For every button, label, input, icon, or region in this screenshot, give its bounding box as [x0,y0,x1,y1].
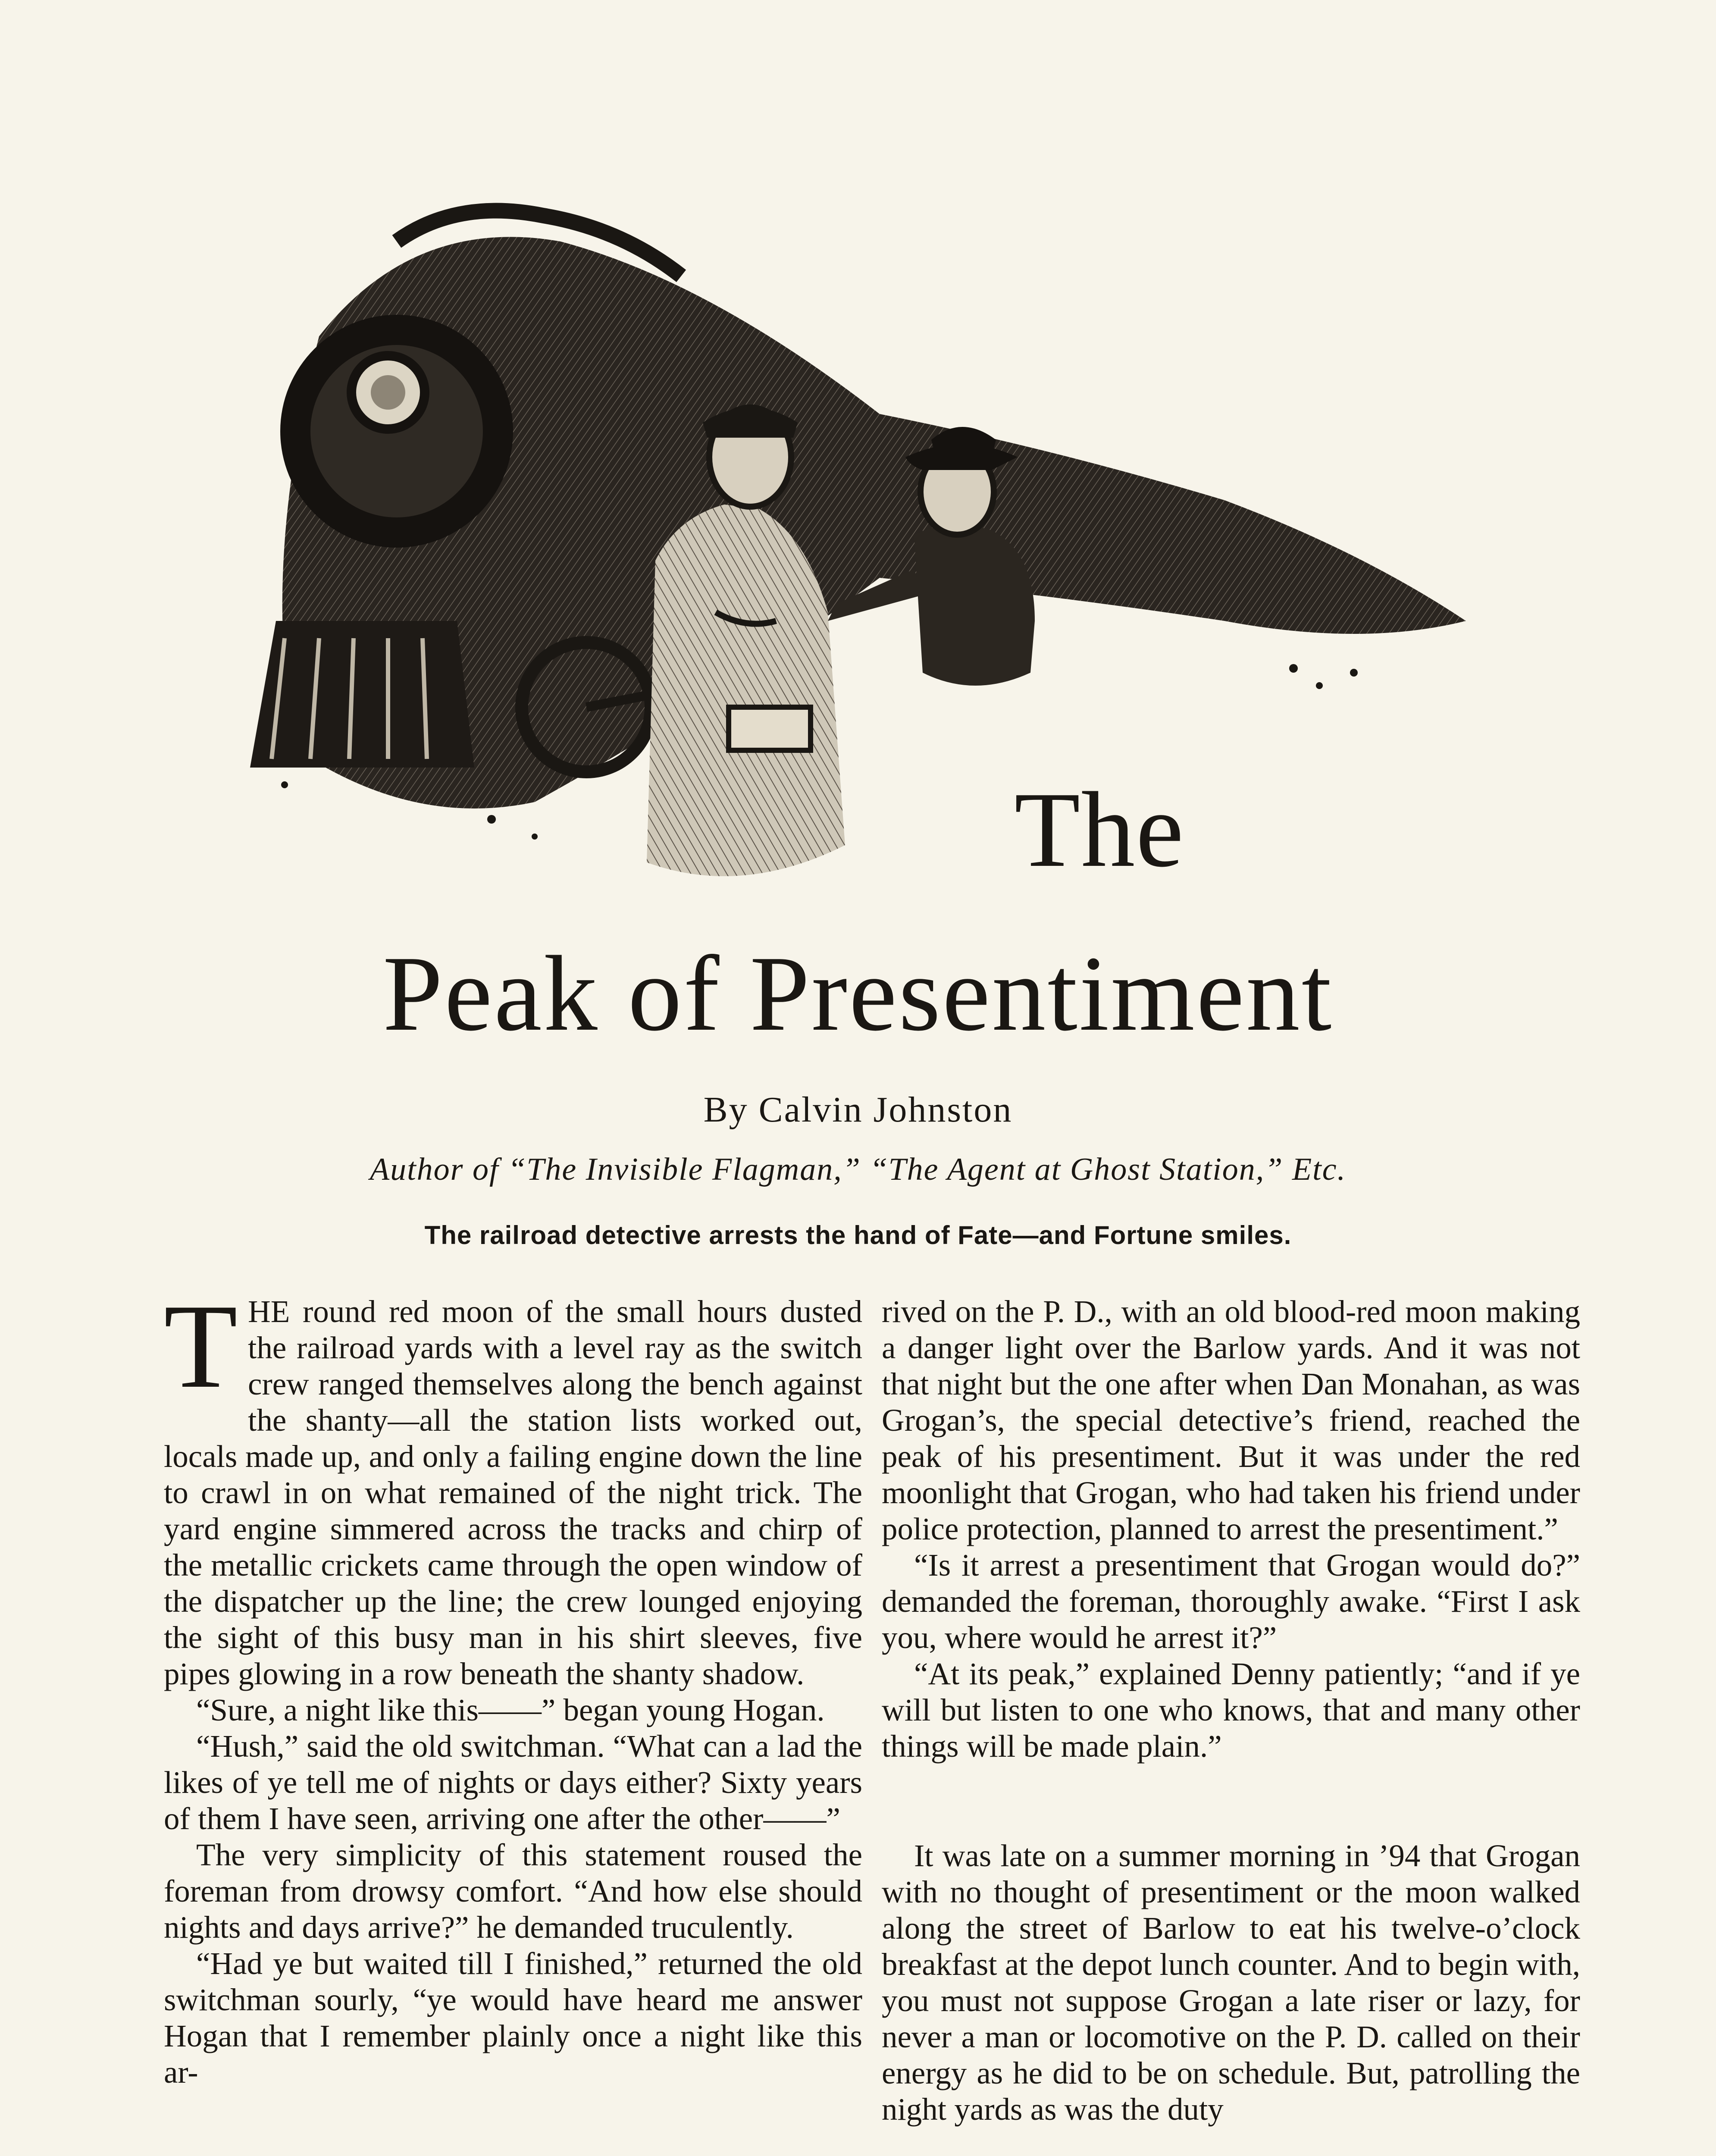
text-column-left [164,1279,862,2090]
author-byline: By Calvin Johnston [703,1090,1013,1130]
story-title-the: The [1014,770,1185,890]
paragraph: “Hush,” said the old switchman. “What can a lad the likes of ye tell me of nights or days either? Sixty years of them I have seen, arriving one after the other——” [164,1729,862,1836]
paragraph: “Sure, a night like this——” began young Hogan. [196,1692,825,1727]
paragraph: “At its peak,” explained Denny patiently; “and if ye will but listen to one who knows, that and many other things will be made plain.” [882,1656,1580,1764]
story-tagline: The railroad detective arrests the hand of Fate—and Fortune smiles. [424,1221,1292,1250]
drop-cap: T [164,1279,238,1413]
locomotive-illustration [233,190,1509,931]
paragraph: “Is it arrest a presentiment that Grogan would do?” demanded the foreman, thoroughly awake. “First I ask you, where would he arrest it?” [882,1548,1580,1655]
text-column-right [882,1294,1580,2128]
paragraph: rived on the P. D., with an old blood-red moon making a danger light over the Barlow yards. And it was not that night but the one after when Dan Monahan, as was Grogan’s, the special detective’s friend, reached the peak of his presentiment. But it was under the red moonlight that Grogan, who had taken his friend under police protection, planned to arrest the presentiment.” [882,1294,1580,1546]
paragraph: The very simplicity of this statement roused the foreman from drowsy comfort. “And how else should nights and days arrive?” he demanded truculently. [164,1837,862,1945]
paragraph: “Had ye but waited till I finished,” returned the old switchman sourly, “ye would have heard me answer Hogan that I remember plainly once a night like this ar- [164,1946,862,2090]
author-credits: Author of “The Invisible Flagman,” “The Agent at Ghost Station,” Etc. [370,1152,1346,1187]
story-title: Peak of Presentiment [382,934,1334,1053]
paragraph [164,1279,862,1692]
paragraph: It was late on a summer morning in ’94 that Grogan with no thought of presentiment or the moon walked along the street of Barlow to eat his twelve-o’clock breakfast at the depot lunch counter. And to begin with, you must not suppose Grogan a late riser or lazy, for never a man or locomotive on the P. D. called on their energy as he did to be on schedule. But, patrolling the night yards as was the duty [882,1838,1580,2127]
paragraph-text: HE round red moon of the small hours dusted the railroad yards with a level ray as the switch crew ranged themselves along the bench against the shanty—all the station lists worked out, locals made up, and only a failing engine down the line to crawl in on what remained of the night trick. The yard engine simmered across the tracks and chirp of the metallic crickets came through the open window of the dispatcher up the line; the crew lounged enjoying the sight of this busy man in his shirt sleeves, five pipes glowing in a row beneath the shanty shadow. [164,1294,862,1691]
